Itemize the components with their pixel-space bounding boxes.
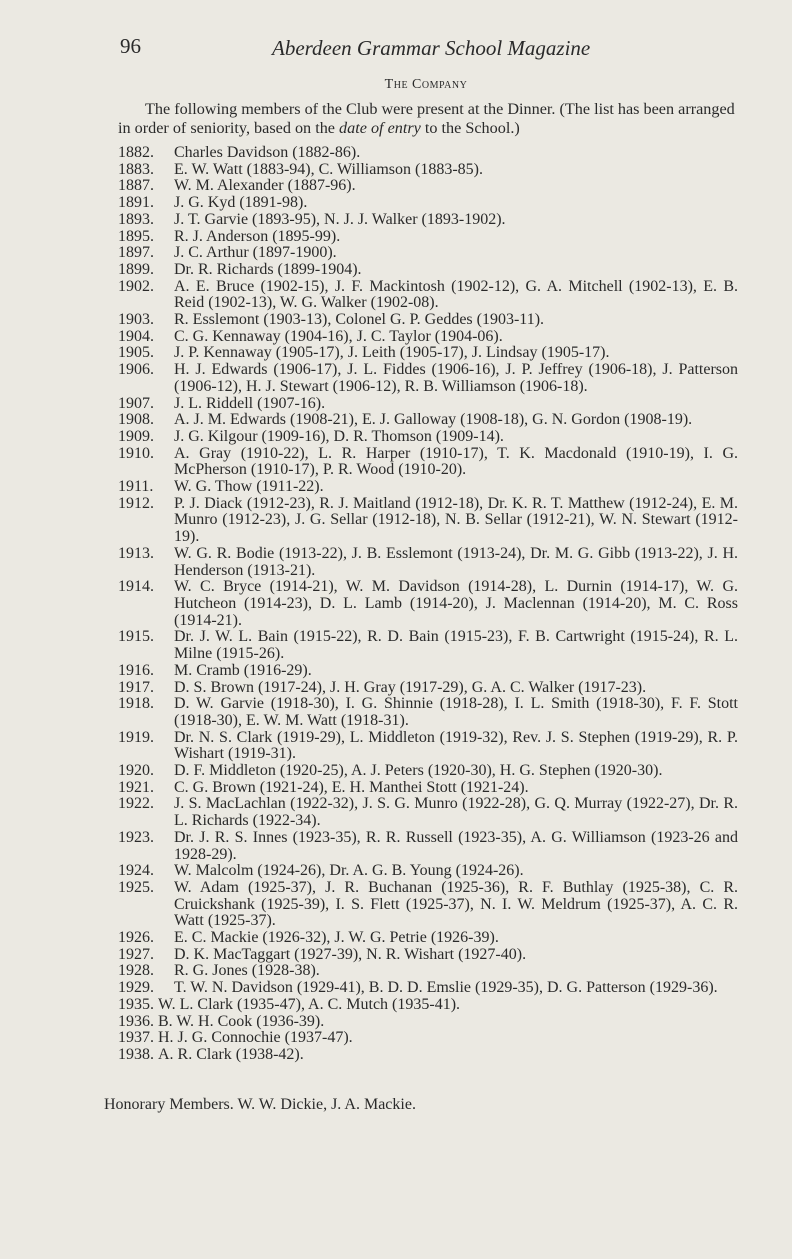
list-item — [118, 446, 738, 479]
page-number: 96 — [120, 34, 141, 58]
entry-year: 1922. — [118, 795, 154, 813]
running-head: Aberdeen Grammar School Magazine — [272, 36, 591, 60]
section-title: The Company — [384, 77, 468, 92]
list-item — [118, 629, 738, 662]
entry-names: W. L. Clark (1935-47), A. C. Mutch (1935-41). — [158, 995, 461, 1013]
entry-names: R. J. Anderson (1895-99). — [174, 227, 341, 245]
entry-year: 1936. — [118, 1012, 154, 1030]
list-item — [118, 412, 738, 429]
honorary-members: Honorary Members. W. W. Dickie, J. A. Mackie. — [104, 1096, 416, 1113]
entry-year: 1899. — [118, 260, 154, 278]
entry-names: A. J. M. Edwards (1908-21), E. J. Galloway (1908-18), G. N. Gordon (1908-19). — [174, 411, 693, 429]
entry-names: D. S. Brown (1917-24), J. H. Gray (1917-29), G. A. C. Walker (1917-23). — [174, 678, 647, 696]
entry-names: A. R. Clark (1938-42). — [158, 1045, 304, 1063]
entry-names: J. G. Kyd (1891-98). — [174, 194, 308, 212]
entry-names: P. J. Diack (1912-23), R. J. Maitland (1912-18), Dr. K. R. T. Matthew (1912-24), E. M. Munro (1912-23), J. G. Sellar (1912-18), N. B. Sellar (1912-21), W. N. Stewart (1912-19). — [174, 494, 738, 546]
entry-year: 1929. — [118, 979, 154, 997]
list-item — [118, 429, 738, 446]
entry-year: 1908. — [118, 411, 154, 429]
entry-year: 1917. — [118, 678, 154, 696]
entry-year: 1938. — [118, 1045, 154, 1063]
entry-year: 1891. — [118, 194, 154, 212]
entry-names: Dr. J. W. L. Bain (1915-22), R. D. Bain (1915-23), F. B. Cartwright (1915-24), R. L. Milne (1915-26). — [174, 628, 738, 663]
entry-year: 1902. — [118, 277, 154, 295]
entry-year: 1907. — [118, 394, 154, 412]
list-item — [118, 212, 738, 229]
list-item — [118, 696, 738, 729]
entry-year: 1928. — [118, 962, 154, 980]
list-item — [118, 329, 738, 346]
entry-names: J. L. Riddell (1907-16). — [174, 394, 326, 412]
intro-emphasis: date of entry — [339, 119, 421, 137]
entry-year: 1904. — [118, 327, 154, 345]
list-item — [118, 245, 738, 262]
entry-names: J. C. Arthur (1897-1900). — [174, 244, 337, 262]
entry-names: B. W. H. Cook (1936-39). — [158, 1012, 325, 1030]
entry-year: 1912. — [118, 494, 154, 512]
entry-year: 1937. — [118, 1029, 154, 1047]
list-item — [118, 663, 738, 680]
list-item — [118, 579, 738, 629]
entry-names: A. Gray (1910-22), L. R. Harper (1910-17), T. K. Macdonald (1910-19), I. G. McPherson (1910-17), P. R. Wood (1910-20). — [174, 444, 738, 479]
entry-year: 1915. — [118, 628, 154, 646]
entry-names: D. F. Middleton (1920-25), A. J. Peters (1920-30), H. G. Stephen (1920-30). — [174, 762, 663, 780]
list-item — [118, 947, 738, 964]
entry-year: 1914. — [118, 578, 154, 596]
entry-year: 1897. — [118, 244, 154, 262]
entry-names: W. G. Thow (1911-22). — [174, 478, 324, 496]
list-item — [118, 162, 738, 179]
entry-year: 1909. — [118, 427, 154, 445]
list-item — [118, 312, 738, 329]
list-item — [118, 780, 738, 797]
entry-year: 1911. — [118, 478, 154, 496]
entry-year: 1924. — [118, 862, 154, 880]
list-item — [118, 830, 738, 863]
entry-year: 1916. — [118, 661, 154, 679]
entry-names: J. T. Garvie (1893-95), N. J. J. Walker (1893-1902). — [174, 210, 506, 228]
entry-year: 1926. — [118, 929, 154, 947]
entry-year: 1925. — [118, 878, 154, 896]
entry-names: D. W. Garvie (1918-30), I. G. Shinnie (1918-28), I. L. Smith (1918-30), F. F. Stott (1918-30), E. W. M. Watt (1918-31). — [174, 695, 738, 729]
entry-names: E. W. Watt (1883-94), C. Williamson (1883-85). — [174, 160, 484, 178]
entry-names: H. J. Edwards (1906-17), J. L. Fiddes (1906-16), J. P. Jeffrey (1906-18), J. Patterson (1906-12), H. J. Stewart (1906-12), R. B. Williamson (1906-18). — [174, 361, 738, 395]
entry-year: 1887. — [118, 177, 154, 195]
intro-paragraph — [118, 100, 738, 138]
list-item — [118, 1014, 738, 1031]
list-item — [118, 145, 738, 162]
entry-names: Dr. R. Richards (1899-1904). — [174, 260, 362, 278]
entry-names: Dr. N. S. Clark (1919-29), L. Middleton (1919-32), Rev. J. S. Stephen (1919-29), R. P. Wishart (1919-31). — [174, 728, 738, 763]
entry-year: 1893. — [118, 210, 154, 228]
entry-names: R. Esslemont (1903-13), Colonel G. P. Geddes (1903-11). — [174, 311, 545, 329]
entry-year: 1918. — [118, 695, 154, 713]
entry-names: T. W. N. Davidson (1929-41), B. D. D. Emslie (1929-35), D. G. Patterson (1929-36). — [174, 979, 718, 997]
list-item — [118, 1030, 738, 1047]
entry-year: 1906. — [118, 361, 154, 379]
list-item — [118, 863, 738, 880]
entry-names: E. C. Mackie (1926-32), J. W. G. Petrie (1926-39). — [174, 929, 499, 947]
intro-text-before: The following members of the Club were present at the Dinner. (The list has been arranged in order of seniority, based on the — [118, 100, 735, 137]
entry-year: 1903. — [118, 311, 154, 329]
entry-names: J. G. Kilgour (1909-16), D. R. Thomson (1909-14). — [174, 427, 504, 445]
entry-year: 1927. — [118, 945, 154, 963]
entry-names: W. M. Alexander (1887-96). — [174, 177, 356, 195]
list-item — [118, 980, 738, 997]
list-item — [118, 229, 738, 246]
list-item — [118, 195, 738, 212]
entry-names: W. Malcolm (1924-26), Dr. A. G. B. Young (1924-26). — [174, 862, 524, 880]
entry-names: Dr. J. R. S. Innes (1923-35), R. R. Russell (1923-35), A. G. Williamson (1923-26 and 1928-29). — [174, 828, 738, 863]
entry-year: 1913. — [118, 544, 154, 562]
list-item — [118, 496, 738, 546]
entry-names: A. E. Bruce (1902-15), J. F. Mackintosh (1902-12), G. A. Mitchell (1902-13), E. B. Reid (1902-13), W. G. Walker (1902-08). — [174, 277, 738, 312]
entry-names: J. P. Kennaway (1905-17), J. Leith (1905-17), J. Lindsay (1905-17). — [174, 344, 610, 362]
entry-names: H. J. G. Connochie (1937-47). — [158, 1029, 353, 1047]
entry-year: 1883. — [118, 160, 154, 178]
entry-year: 1895. — [118, 227, 154, 245]
list-item — [118, 396, 738, 413]
entry-year: 1910. — [118, 444, 154, 462]
entry-year: 1923. — [118, 828, 154, 846]
list-item — [118, 279, 738, 312]
entry-year: 1921. — [118, 778, 154, 796]
entry-year: 1920. — [118, 762, 154, 780]
list-item — [118, 1047, 738, 1064]
list-item — [118, 362, 738, 395]
entry-names: W. Adam (1925-37), J. R. Buchanan (1925-36), R. F. Buthlay (1925-38), C. R. Cruickshank (1925-39), I. S. Flett (1925-37), N. I. W. Meldrum (1925-37), A. C. R. Watt (1925-37). — [174, 878, 738, 930]
member-list — [118, 145, 738, 1064]
entry-names: C. G. Brown (1921-24), E. H. Manthei Stott (1921-24). — [174, 778, 529, 796]
list-item — [118, 479, 738, 496]
entry-year: 1882. — [118, 144, 154, 161]
list-item — [118, 680, 738, 697]
list-item — [118, 763, 738, 780]
list-item — [118, 730, 738, 763]
entry-names: W. C. Bryce (1914-21), W. M. Davidson (1914-28), L. Durnin (1914-17), W. G. Hutcheon (1914-23), D. L. Lamb (1914-20), J. Maclennan (1914-20), M. C. Ross (1914-21). — [174, 578, 738, 629]
entry-names: M. Cramb (1916-29). — [174, 661, 312, 679]
list-item — [118, 546, 738, 579]
entry-names: W. G. R. Bodie (1913-22), J. B. Esslemont (1913-24), Dr. M. G. Gibb (1913-22), J. H. Henderson (1913-21). — [174, 544, 738, 579]
entry-names: D. K. MacTaggart (1927-39), N. R. Wishart (1927-40). — [174, 945, 527, 963]
list-item — [118, 930, 738, 947]
entry-names: C. G. Kennaway (1904-16), J. C. Taylor (1904-06). — [174, 327, 503, 345]
list-item — [118, 262, 738, 279]
list-item — [118, 880, 738, 930]
list-item — [118, 963, 738, 980]
intro-text-after: to the School.) — [420, 119, 520, 137]
entry-names: J. S. MacLachlan (1922-32), J. S. G. Munro (1922-28), G. Q. Murray (1922-27), Dr. R. L. Richards (1922-34). — [174, 795, 738, 830]
entry-names: R. G. Jones (1928-38). — [174, 962, 320, 980]
entry-year: 1905. — [118, 344, 154, 362]
entry-year: 1919. — [118, 728, 154, 746]
list-item — [118, 796, 738, 829]
list-item — [118, 345, 738, 362]
entry-year: 1935. — [118, 995, 154, 1013]
list-item — [118, 997, 738, 1014]
list-item — [118, 178, 738, 195]
entry-names: Charles Davidson (1882-86). — [174, 144, 361, 161]
